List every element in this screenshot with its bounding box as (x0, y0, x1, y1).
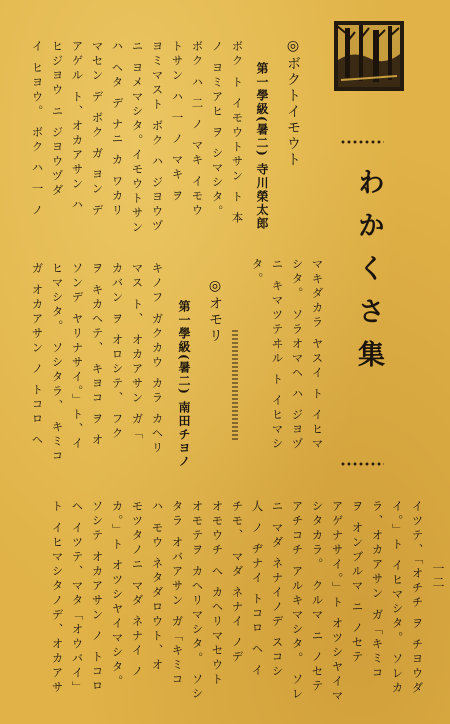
page-number: 一二 (431, 562, 445, 590)
poem2-line: ヒマシタ。 ソシタラ、 キミコ (50, 262, 65, 464)
poem1-line: ヒジヨウ ニ ジヨウヅダ (50, 40, 65, 199)
poem1-line: ヨミマスト ボク ハ ジヨウヅ (150, 40, 165, 234)
poem2-line: オモテヲ カヘリマシタ。 ソシ (190, 500, 205, 702)
poem2-line: シタカラ。 クルマ ニ ノセテ (310, 500, 325, 694)
poem2-line: キノフ ガクカウ カラ カヘリ (150, 262, 165, 456)
poem2-line: 人 ノ ヂナイ トコロ ヘ イ (250, 500, 265, 679)
poem1-line: ボク ハ 二 ノ マキ イモウ (190, 40, 205, 219)
poem2-author: 第一學級(暑二) 南田チヨノ (177, 300, 191, 469)
poem2-line: カバン ヲ オロシテ、 フク (110, 262, 125, 442)
poem1-title: ◎ボクトイモウト (285, 38, 301, 168)
poem1-author: 第一學級(暑二) 寺川榮太郎 (255, 62, 269, 231)
poem1-line: ハ ヘタ デ ナニ カ ワカリ (110, 40, 125, 219)
poem2-line: アチコチ アルキマシタ。 ソレ (290, 500, 305, 702)
poem2-line: ソシテ オカアサン ノ トコロ (90, 500, 105, 694)
poem2-line: イツテ、「オチチ ヲ チヨウダ (410, 500, 425, 697)
poem1-cont-line: ニ キマツテヰル ト イヒマシ (270, 258, 285, 452)
poem2-line: ト イヒマシタノデ、オカアサ (50, 500, 65, 696)
series-title: わかくさ集 (353, 168, 384, 383)
poem1-cont-line: シタ。 ソラオマヘ ハ ジヨヅ (290, 258, 305, 452)
poem2-line: ヲ キカヘテ、 キヨコ ヲ オ (90, 262, 105, 449)
poem1-line: ノ ヨミアヒ ヲ シマシタ。 (210, 40, 225, 220)
title-top-dotted-rule (340, 140, 384, 144)
poem1-line: ニ ヨメマシタ。イモウトサン (130, 40, 145, 236)
poem1-line: マセン デ ボク ガ ヨン デ (90, 40, 105, 219)
poem1-line: トサン ハ 一 ノ マキ ヲ (170, 40, 185, 204)
poem1-cont-line: マキダカラ ヤスイ ト イヒマ (310, 258, 325, 452)
poem2-line: ソンデ ヤリナサイ。」ト、イ (70, 262, 85, 452)
title-bottom-dotted-rule (340, 462, 384, 466)
poem1-line: アゲル ト、オカアサン ハ (70, 40, 85, 213)
poem2-line: オモウチ へ カヘリマセウト (210, 500, 225, 688)
poem2-line: ヲ オンブルマ ニ ノセテ (350, 500, 365, 665)
poem2-line: イ。」ト イヒマシタ。 ソレカ (390, 500, 405, 697)
woodcut-forest-illustration (333, 20, 405, 92)
poem-divider (232, 330, 238, 440)
poem2-line: ガ オカアサン ノ トコロ ヘ (30, 262, 45, 449)
poem2-line: モツタノニ マダ ネナイ ノ (130, 500, 145, 680)
poem2-line: マス ト、 オカアサン ガ「 (130, 262, 145, 442)
poem2-line: タラ オバアサン ガ「キミコ (170, 500, 185, 688)
poem2-line: アゲナサイ。」ト オツシヤイマ (330, 500, 345, 704)
poem2-line: ニ マダ ネナイノデ スコシ (270, 500, 285, 680)
poem1-line: ボク ト イモウトサン ト 本 (230, 40, 245, 227)
poem1-cont-line: タ。 (250, 258, 265, 287)
poem2-line: ラ、オカアサン ガ「キミコ (370, 500, 385, 681)
poem2-title: ◎オモリ (207, 278, 223, 344)
poem2-line: チモ、 マダ ネナイ ノデ (230, 500, 245, 665)
poem2-line: カ。」ト オツシヤイマシタ。 (110, 500, 125, 690)
poem2-line: ヘ イツテ、マタ「オウバイ」 (70, 500, 85, 696)
poem1-line: イ ヒヨウ。 ボク ハ 一 ノ (30, 40, 45, 219)
poem2-line: ハ モウ ネタダロウト、オ (150, 500, 165, 673)
